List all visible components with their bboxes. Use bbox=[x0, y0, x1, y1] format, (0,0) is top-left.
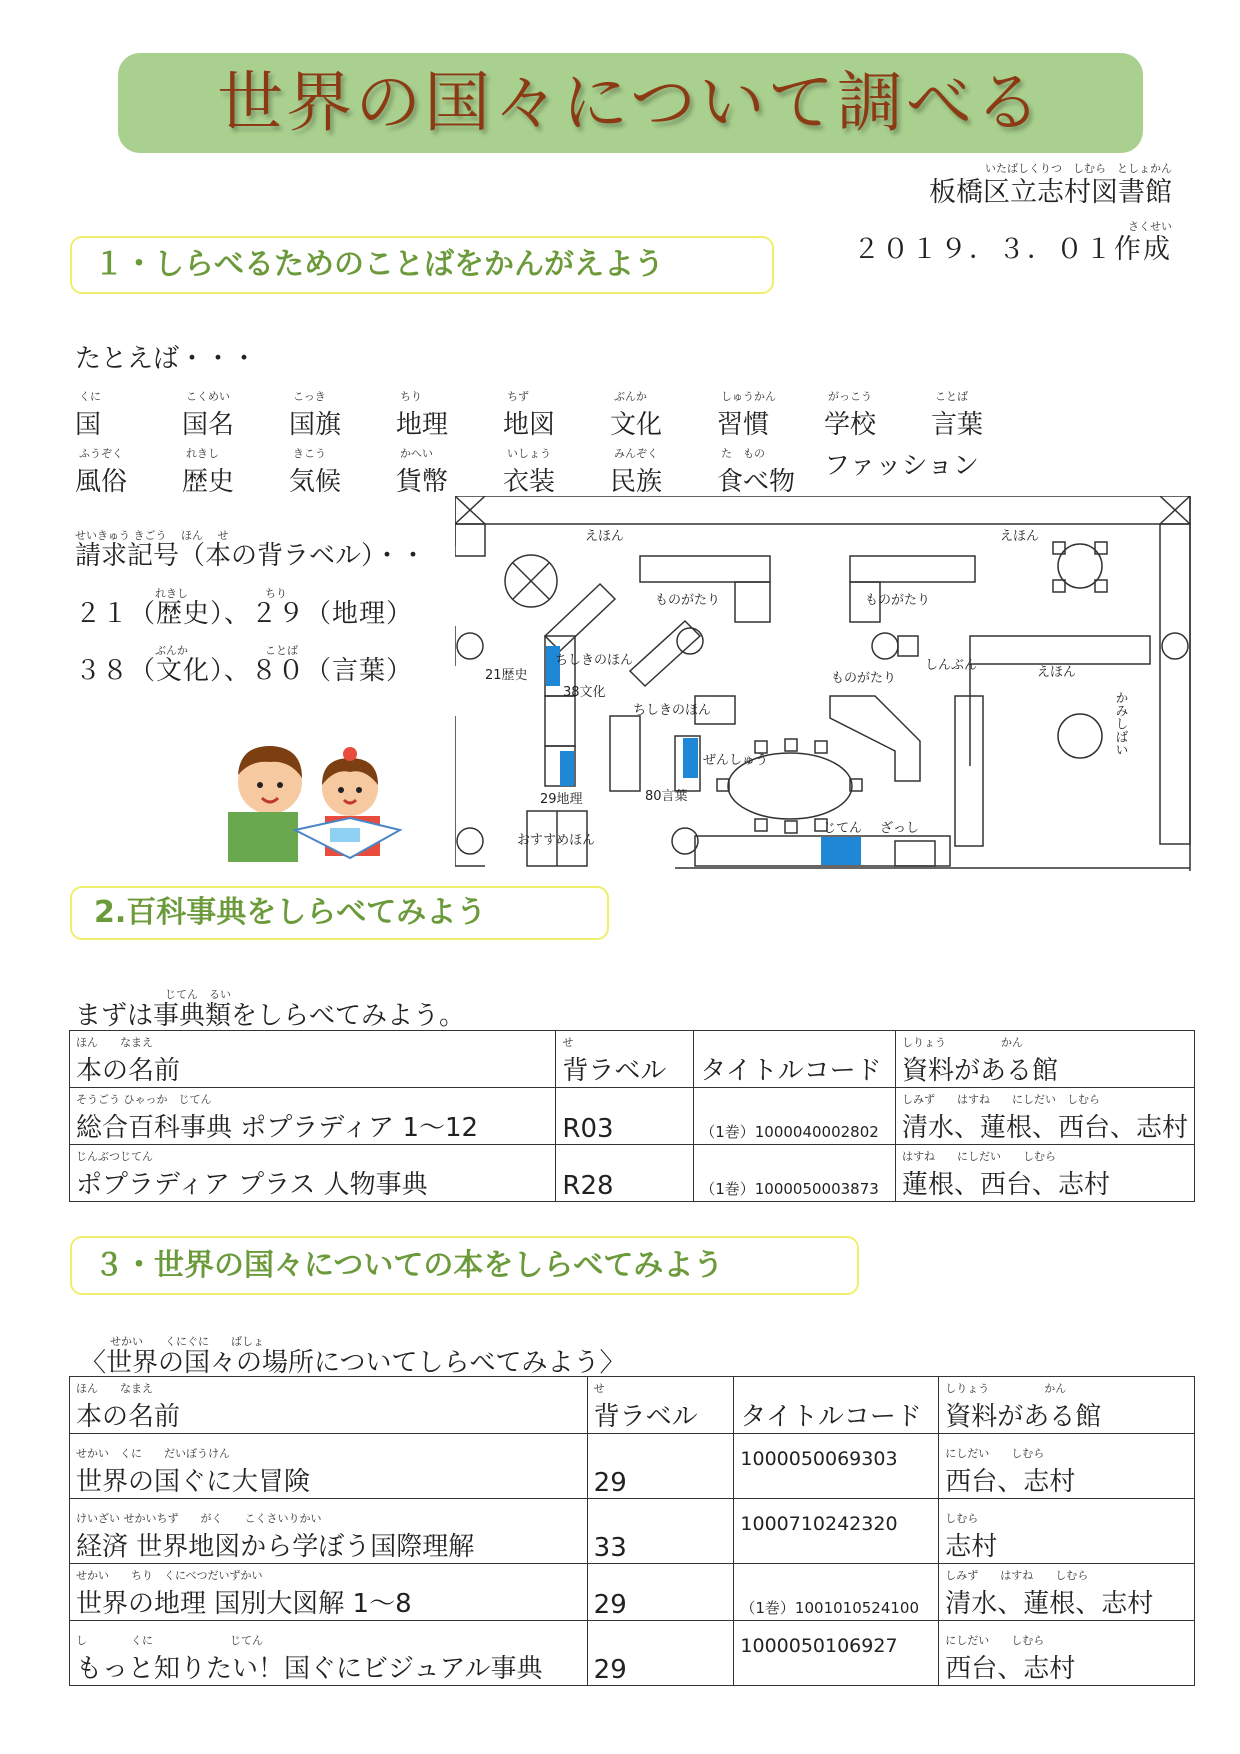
column-header bbox=[694, 1031, 896, 1088]
keyword-ruby: いしょう bbox=[507, 447, 551, 460]
book-name-ruby: し くに じてん bbox=[76, 1634, 263, 1647]
keyword-row1-0 bbox=[75, 388, 101, 441]
holding-libraries-ruby: にしだい しむら bbox=[945, 1447, 1045, 1460]
keyword-row2-3 bbox=[396, 445, 448, 498]
call-number-ruby: せいきゅう きごう ほん せ bbox=[75, 529, 229, 542]
title-code bbox=[734, 1564, 939, 1621]
holding-libraries-ruby: しむら bbox=[945, 1512, 979, 1525]
keyword-row2-1 bbox=[182, 445, 234, 498]
section2-intro: まずは事典類をしらべてみよう。 bbox=[75, 1001, 466, 1031]
keyword-text: 国旗 bbox=[289, 410, 342, 440]
column-header-text: 背ラベル bbox=[562, 1056, 667, 1086]
keyword-text: 学校 bbox=[824, 410, 877, 440]
keyword-row2-5 bbox=[610, 445, 662, 498]
creation-date: ２０１９．３．０１作成 bbox=[853, 234, 1172, 265]
title-code-text: （1巻）1001010524100 bbox=[740, 1599, 919, 1617]
holding-libraries bbox=[895, 1088, 1194, 1145]
keyword-ruby: かへい bbox=[400, 447, 433, 460]
section2-heading: 2.百科事典をしらべてみよう bbox=[94, 895, 487, 930]
column-header bbox=[895, 1031, 1194, 1088]
map-label-29-geography: 29地理 bbox=[540, 792, 583, 807]
keyword-ruby: しゅうかん bbox=[721, 390, 776, 403]
title-code-text: 1000050069303 bbox=[740, 1448, 898, 1470]
title-code-text: 1000050106927 bbox=[740, 1635, 898, 1657]
column-header bbox=[70, 1031, 556, 1088]
keyword-text: 貨幣 bbox=[396, 467, 449, 497]
title-code bbox=[694, 1145, 896, 1202]
section2-heading-box bbox=[70, 886, 609, 940]
spine-label bbox=[587, 1499, 734, 1564]
keyword-ruby: がっこう bbox=[828, 390, 872, 403]
map-label-monogatari-2: ものがたり bbox=[865, 593, 931, 608]
spine-label-text: 29 bbox=[593, 1468, 627, 1498]
column-header bbox=[939, 1377, 1195, 1434]
keyword-row1-1 bbox=[182, 388, 234, 441]
holding-libraries-text: 清水、蓮根、西台、志村 bbox=[901, 1113, 1188, 1143]
table-header-row bbox=[70, 1031, 1195, 1088]
table-row bbox=[70, 1434, 1195, 1499]
book-name-text: 経済 世界地図から学ぼう国際理解 bbox=[76, 1532, 475, 1562]
keyword-text: 地理 bbox=[396, 410, 449, 440]
section1-heading-box bbox=[70, 236, 774, 294]
table-row bbox=[70, 1564, 1195, 1621]
call-line2: ３８（文化）、８０（言葉） bbox=[75, 656, 414, 686]
spine-label-text: 29 bbox=[593, 1590, 627, 1620]
map-label-jiten: じてん bbox=[823, 821, 863, 836]
library-ruby: いたばしくりつ しむら としょかん bbox=[985, 162, 1172, 175]
map-label-21-history: 21歴史 bbox=[485, 668, 528, 683]
section1-heading: １・しらべるためのことばをかんがえよう bbox=[94, 247, 664, 282]
keyword-text: 国 bbox=[75, 410, 102, 440]
table-header-row bbox=[70, 1377, 1195, 1434]
table-row bbox=[70, 1145, 1195, 1202]
call-number-label: 請求記号（本の背ラベル）・・ bbox=[75, 541, 427, 571]
book-name-text: 総合百科事典 ポプラディア 1～12 bbox=[76, 1113, 479, 1143]
keyword-ruby: ぶんか bbox=[614, 390, 647, 403]
library-name: 板橋区立志村図書館 bbox=[929, 177, 1172, 208]
call-line1-ruby: れきし ちり bbox=[155, 587, 287, 600]
section3-heading-box bbox=[70, 1236, 859, 1295]
map-label-ehon-left: えほん bbox=[585, 529, 625, 544]
section3-intro: 〈世界の国々の場所についてしらべてみよう〉 bbox=[80, 1348, 626, 1378]
map-label-shinbun: しんぶん bbox=[925, 658, 978, 673]
table-row bbox=[70, 1088, 1195, 1145]
book-name bbox=[70, 1564, 588, 1621]
keyword-text: 食べ物 bbox=[717, 467, 796, 497]
keyword-ruby: ちず bbox=[507, 390, 529, 403]
keyword-row2-7 bbox=[824, 445, 979, 482]
column-header-text: 本の名前 bbox=[76, 1402, 181, 1432]
column-header-text: 資料がある館 bbox=[901, 1056, 1058, 1086]
map-label-38-culture: 38文化 bbox=[563, 685, 606, 700]
holding-libraries-ruby: にしだい しむら bbox=[945, 1634, 1045, 1647]
title-code-text: （1巻）1000050003873 bbox=[700, 1180, 879, 1198]
book-name-text: ポプラディア プラス 人物事典 bbox=[76, 1170, 428, 1200]
map-label-osusume: おすすめほん bbox=[517, 833, 596, 848]
map-label-chishiki-1: ちしきのほん bbox=[555, 653, 634, 668]
spine-label bbox=[556, 1088, 694, 1145]
map-label-monogatari-3: ものがたり bbox=[831, 671, 897, 686]
map-label-monogatari-1: ものがたり bbox=[655, 593, 721, 608]
holding-libraries-text: 西台、志村 bbox=[945, 1654, 1076, 1684]
call-line2-ruby: ぶんか ことば bbox=[155, 644, 298, 657]
keyword-ruby: た もの bbox=[721, 447, 765, 460]
keyword-row1-5 bbox=[610, 388, 662, 441]
column-header-text: 本の名前 bbox=[76, 1056, 181, 1086]
title-code-text: （1巻）1000040002802 bbox=[700, 1123, 879, 1141]
keyword-text: 習慣 bbox=[717, 410, 770, 440]
spine-label-text: 33 bbox=[593, 1533, 627, 1563]
keyword-ruby: くに bbox=[79, 390, 101, 403]
holding-libraries-ruby: はすね にしだい しむら bbox=[901, 1150, 1056, 1163]
book-name-text: 世界の地理 国別大図解 1～8 bbox=[76, 1589, 412, 1619]
keyword-row-1 bbox=[75, 388, 1075, 438]
keyword-text: 気候 bbox=[289, 467, 342, 497]
book-name-ruby: せかい くに だいぼうけん bbox=[76, 1447, 230, 1460]
keyword-text: 衣装 bbox=[503, 467, 556, 497]
call-line1: ２１（歴史）、２９（地理） bbox=[75, 599, 414, 629]
holding-libraries bbox=[939, 1621, 1195, 1686]
keyword-text: 風俗 bbox=[75, 467, 128, 497]
keyword-ruby: みんぞく bbox=[614, 447, 658, 460]
column-header bbox=[734, 1377, 939, 1434]
holding-libraries-ruby: しみず はすね しむら bbox=[945, 1569, 1089, 1582]
keyword-row1-8 bbox=[931, 388, 983, 441]
library-floor-map bbox=[455, 496, 1195, 871]
table-row bbox=[70, 1621, 1195, 1686]
holding-libraries bbox=[939, 1434, 1195, 1499]
keyword-text: 民族 bbox=[610, 467, 663, 497]
book-name-ruby: せかい ちり くにべつだいずかい bbox=[76, 1569, 263, 1582]
spine-label bbox=[587, 1564, 734, 1621]
encyclopedia-table bbox=[69, 1030, 1195, 1202]
column-header-text: タイトルコード bbox=[740, 1402, 922, 1432]
column-header-ruby: ほん なまえ bbox=[76, 1382, 153, 1395]
date-ruby: さくせい bbox=[1128, 220, 1172, 233]
book-name-ruby: じんぶつじてん bbox=[76, 1150, 153, 1163]
title-code bbox=[734, 1499, 939, 1564]
holding-libraries-text: 西台、志村 bbox=[945, 1467, 1076, 1497]
spine-label bbox=[587, 1434, 734, 1499]
spine-label bbox=[556, 1145, 694, 1202]
holding-libraries-text: 志村 bbox=[945, 1532, 998, 1562]
keyword-ruby: こっき bbox=[293, 390, 326, 403]
keyword-row1-7 bbox=[824, 388, 876, 441]
column-header-ruby: せ bbox=[593, 1382, 605, 1395]
holding-libraries-ruby: しみず はすね にしだい しむら bbox=[901, 1093, 1100, 1106]
keyword-row2-2 bbox=[289, 445, 341, 498]
column-header bbox=[70, 1377, 588, 1434]
keyword-row2-0 bbox=[75, 445, 127, 498]
table-row bbox=[70, 1499, 1195, 1564]
book-name-text: もっと知りたい！国ぐにビジュアル事典 bbox=[76, 1654, 543, 1684]
keyword-text: 国名 bbox=[182, 410, 235, 440]
book-name bbox=[70, 1145, 556, 1202]
holding-libraries bbox=[939, 1499, 1195, 1564]
keyword-ruby: ことば bbox=[935, 390, 968, 403]
column-header-ruby: せ bbox=[562, 1036, 574, 1049]
keyword-ruby: れきし bbox=[186, 447, 219, 460]
keyword-text: 言葉 bbox=[931, 410, 984, 440]
book-name-ruby: けいざい せかいちず がく こくさいりかい bbox=[76, 1512, 322, 1525]
keyword-text: 地図 bbox=[503, 410, 556, 440]
keyword-ruby: ちり bbox=[400, 390, 422, 403]
spine-label-text: 29 bbox=[593, 1655, 627, 1685]
book-name bbox=[70, 1621, 588, 1686]
map-label-zenshuu: ぜんしゅう bbox=[703, 753, 769, 768]
map-label-zasshi: ざっし bbox=[880, 821, 920, 836]
examples-intro: たとえば・・・ bbox=[75, 344, 258, 374]
spine-label-text: R03 bbox=[562, 1114, 614, 1144]
column-header-text: 資料がある館 bbox=[945, 1402, 1102, 1432]
keyword-ruby: こくめい bbox=[186, 390, 230, 403]
column-header bbox=[587, 1377, 734, 1434]
keyword-row-2 bbox=[75, 445, 1075, 495]
page-title: 世界の国々について調べる bbox=[217, 64, 1044, 141]
title-code bbox=[734, 1621, 939, 1686]
map-label-kamishibai: かみしばい bbox=[1112, 691, 1128, 756]
map-label-chishiki-2: ちしきのほん bbox=[633, 703, 712, 718]
keyword-row2-4 bbox=[503, 445, 555, 498]
spine-label bbox=[587, 1621, 734, 1686]
book-name-text: 世界の国ぐに大冒険 bbox=[76, 1467, 311, 1497]
children-reading-illustration bbox=[210, 730, 410, 870]
keyword-text: ファッション bbox=[824, 451, 979, 481]
keyword-row1-3 bbox=[396, 388, 448, 441]
title-code-text: 1000710242320 bbox=[740, 1513, 898, 1535]
map-label-ehon-right: えほん bbox=[1000, 529, 1040, 544]
keyword-ruby: ふうぞく bbox=[79, 447, 123, 460]
map-label-80-language: 80言葉 bbox=[645, 789, 688, 804]
column-header bbox=[556, 1031, 694, 1088]
map-label-ehon-3: えほん bbox=[1037, 665, 1077, 680]
book-name bbox=[70, 1434, 588, 1499]
book-name bbox=[70, 1088, 556, 1145]
keyword-row1-2 bbox=[289, 388, 341, 441]
keyword-ruby: きこう bbox=[293, 447, 326, 460]
keyword-row1-4 bbox=[503, 388, 555, 441]
book-name bbox=[70, 1499, 588, 1564]
keyword-text: 歴史 bbox=[182, 467, 235, 497]
section2-intro-ruby: じてん るい bbox=[165, 988, 231, 1001]
column-header-ruby: ほん なまえ bbox=[76, 1036, 153, 1049]
keyword-row1-6 bbox=[717, 388, 776, 441]
section3-intro-ruby: せかい くにぐに ばしょ bbox=[110, 1335, 264, 1348]
title-code bbox=[694, 1088, 896, 1145]
section3-heading: ３・世界の国々についての本をしらべてみよう bbox=[94, 1248, 724, 1283]
keyword-row2-6 bbox=[717, 445, 795, 498]
holding-libraries bbox=[895, 1145, 1194, 1202]
holding-libraries-text: 清水、蓮根、志村 bbox=[945, 1589, 1154, 1619]
keyword-text: 文化 bbox=[610, 410, 663, 440]
world-countries-books-table bbox=[69, 1376, 1195, 1686]
column-header-text: 背ラベル bbox=[593, 1402, 698, 1432]
column-header-text: タイトルコード bbox=[700, 1056, 882, 1086]
spine-label-text: R28 bbox=[562, 1171, 614, 1201]
holding-libraries-text: 蓮根、西台、志村 bbox=[901, 1170, 1110, 1200]
holding-libraries bbox=[939, 1564, 1195, 1621]
column-header-ruby: しりょう かん bbox=[945, 1382, 1067, 1395]
book-name-ruby: そうごう ひゃっか じてん bbox=[76, 1093, 212, 1106]
column-header-ruby: しりょう かん bbox=[901, 1036, 1023, 1049]
title-code bbox=[734, 1434, 939, 1499]
